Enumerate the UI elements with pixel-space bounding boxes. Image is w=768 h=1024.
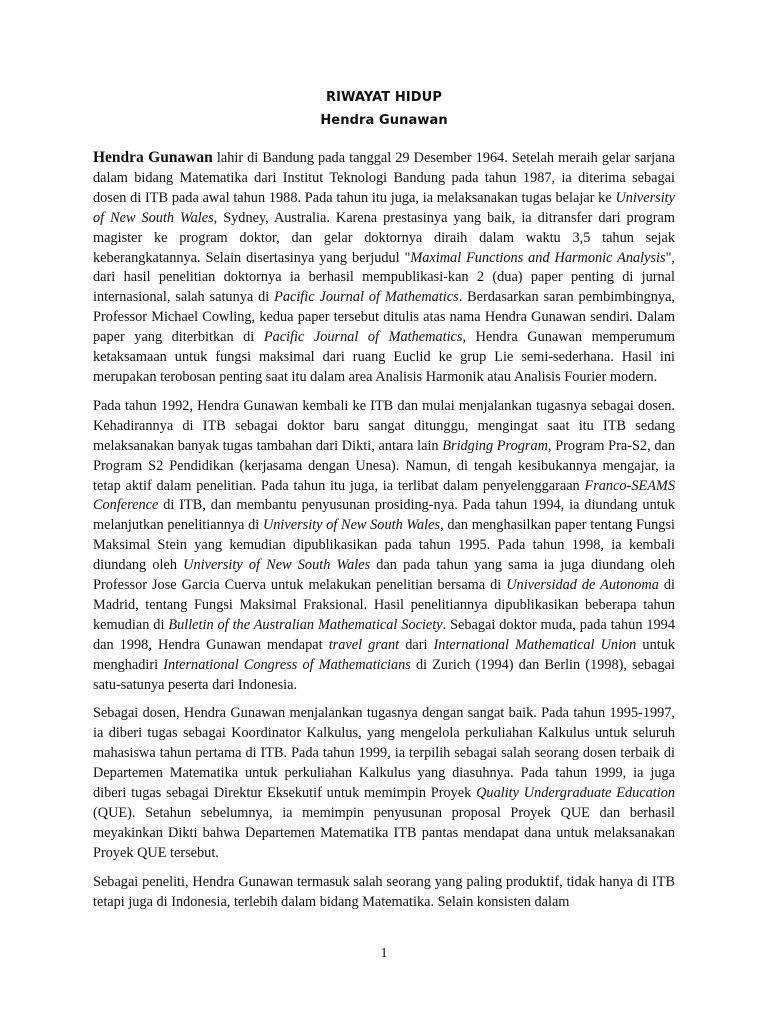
title-block [93,86,675,132]
italic-term: Pacific Journal of Mathematics [274,289,459,306]
paragraph [93,873,675,913]
lead-name: Hendra Gunawan [93,149,213,166]
italic-term: International Mathematical Union [433,636,637,653]
text-run: Sebagai peneliti, Hendra Gunawan termasuk salah seorang yang paling produktif, tidak hanya di ITB tetapi juga di Indonesia, terlebih dalam bidang Matematika. Selain konsisten dalam [93,873,675,910]
italic-term: Bridging Program [442,437,548,454]
italic-term: Bulletin of the Australian Mathematical Society [168,616,443,633]
italic-term: University of New South Wales [183,557,371,574]
text-run: , dan menghasilkan paper tentang Fungsi Maksimal Stein yang kemudian dipublikasikan pada tahun 1995. Pada tahun 1998, ia kembali diundang oleh [93,517,675,574]
paragraph [93,148,675,388]
paragraph [93,397,675,696]
text-run: lahir di Bandung pada tanggal 29 Desember 1964. Setelah meraih gelar sarjana dalam bidang Matematika dari Institut Teknologi Bandung pada tahun 1987, ia diterima sebagai dosen di ITB pada awal tahun 1988. Pada tahun itu juga, ia melaksanakan tugas belajar ke [93,150,675,206]
italic-term: International Congress of Mathematicians [163,656,411,673]
text-run: Pada tahun 1992, Hendra Gunawan kembali ke ITB dan mulai menjalankan tugasnya sebagai dosen. Kehadirannya di ITB sebagai doktor baru sangat ditunggu, mengingat saat itu ITB sedang melaksanakan banyak tugas tambahan dari Dikti, antara lain [93,397,675,454]
document-title: RIWAYAT HIDUP [326,90,442,105]
italic-term: University of New South Wales [262,517,441,534]
text-run: untuk menghadiri [93,636,676,673]
italic-term: Franco-SEAMS Conference [93,477,675,514]
text-run: . Sebagai doktor muda, pada tahun 1994 dan 1998, Hendra Gunawan mendapat [93,616,675,653]
body-text [93,148,675,913]
text-run: ", dari hasil penelitian doktornya ia berhasil mempublikasi-kan 2 (dua) paper penting di jurnal internasional, salah satunya di [93,249,675,306]
text-run: , Hendra Gunawan memperumum ketaksamaan untuk fungsi maksimal dari ruang Euclid ke grup Lie semi-sederhana. Hasil ini merupakan terobosan penting saat itu dalam area Analisis Harmonik atau Analisis Fourier modern. [93,329,675,385]
text-run: (QUE). Setahun sebelumnya, ia memimpin penyusunan proposal Proyek QUE dan berhasil meyakinkan Dikti bahwa Departemen Matematika ITB pantas mendapat dana untuk melaksanakan Proyek QUE tersebut. [93,805,675,861]
document-subtitle: Hendra Gunawan [320,113,448,128]
paragraph [93,704,675,863]
text-run: dan pada tahun yang sama ia juga diundang oleh Professor Jose Garcia Cuerva untuk melakukan penelitian bersama di [93,557,675,594]
text-run: dari [399,636,434,653]
text-run: , Program Pra-S2, dan Program S2 Pendidikan (kerjasama dengan Unesa). Namun, di tengah kesibukannya mengajar, ia tetap aktif dalam penelitian. Pada tahun itu juga, ia terlibat dalam penyelenggaraan [93,437,676,494]
italic-term: travel grant [328,636,400,653]
text-run: di Madrid, tentang Fungsi Maksimal Fraksional. Hasil penelitiannya dipublikasikan beberapa tahun kemudian di [93,577,675,633]
page-number: 1 [380,946,388,961]
italic-term: Pacific Journal of Mathematics [263,329,463,346]
text-run: , Sydney, Australia. Karena prestasinya yang baik, ia ditransfer dari program magister ke program doktor, dan gelar doktornya diraih dalam waktu 3,5 tahun sejak keberangkatannya. Selain disertasinya yang berjudul " [93,209,675,266]
text-run: di Zurich (1994) dan Berlin (1998), sebagai satu-satunya peserta dari Indonesia. [93,656,675,693]
italic-term: University of New South Wales [93,189,675,226]
italic-term: Universidad de Autonoma [506,577,659,594]
italic-term: Maximal Functions and Harmonic Analysis [410,249,666,266]
text-run: Sebagai dosen, Hendra Gunawan menjalankan tugasnya dengan sangat baik. Pada tahun 1995-1997, ia diberi tugas sebagai Koordinator Kalkulus, yang mengelola perkuliahan Kalkulus untuk seluruh mahasiswa tahun pertama di ITB. Pada tahun 1999, ia terpilih sebagai salah seorang dosen terbaik di Departemen Matematika untuk perkuliahan Kalkulus yang diasuhnya. Pada tahun 1999, ia juga diberi tugas sebagai Direktur Eksekutif untuk memimpin Proyek [93,705,675,802]
italic-term: Quality Undergraduate Education [476,785,675,802]
text-run: di ITB, dan membantu penyusunan prosiding-nya. Pada tahun 1994, ia diundang untuk melanjutkan penelitiannya di [93,497,675,534]
text-run: . Berdasarkan saran pembimbingnya, Professor Michael Cowling, kedua paper tersebut ditulis atas nama Hendra Gunawan sendiri. Dalam paper yang diterbitkan di [93,289,675,346]
document-page [93,0,675,1024]
